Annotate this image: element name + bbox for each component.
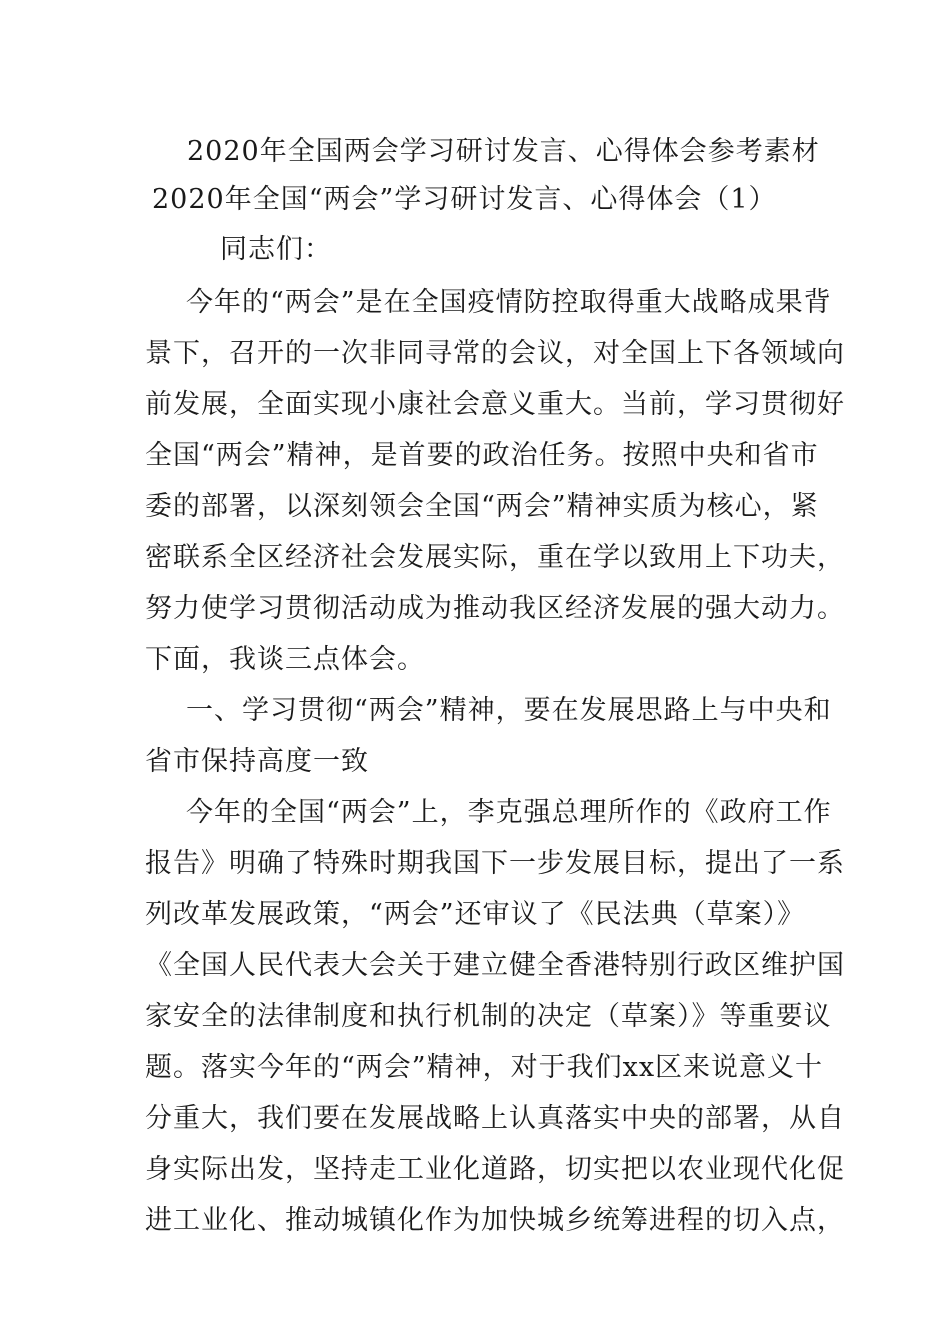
paragraph-line: 下面，我谈三点体会。: [145, 644, 425, 675]
paragraph-line: 身实际出发，坚持走工业化道路，切实把以农业现代化促: [145, 1154, 845, 1185]
paragraph-line: 前发展，全面实现小康社会意义重大。当前，学习贯彻好: [145, 389, 845, 420]
paragraph-line: 努力使学习贯彻活动成为推动我区经济发展的强大动力。: [145, 593, 845, 624]
paragraph-line: 全国“两会”精神，是首要的政治任务。按照中央和省市: [145, 440, 819, 471]
paragraph-line: 委的部署，以深刻领会全国“两会”精神实质为核心，紧: [145, 491, 819, 522]
paragraph-line: 《全国人民代表大会关于建立健全香港特别行政区维护国: [145, 950, 845, 981]
greeting: 同志们：: [220, 234, 332, 265]
paragraph-line: 列改革发展政策，“两会”还审议了《民法典（草案）》: [145, 899, 806, 930]
document-title: 2020年全国两会学习研讨发言、心得体会参考素材: [187, 136, 820, 167]
paragraph-line: 今年的“两会”是在全国疫情防控取得重大战略成果背: [186, 287, 832, 318]
document-subtitle: 2020年全国“两会”学习研讨发言、心得体会（1）: [152, 184, 777, 215]
paragraph-line: 报告》明确了特殊时期我国下一步发展目标，提出了一系: [145, 848, 845, 879]
paragraph-line: 今年的全国“两会”上，李克强总理所作的《政府工作: [186, 797, 832, 828]
section-heading-line: 一、学习贯彻“两会”精神，要在发展思路上与中央和: [186, 695, 832, 726]
paragraph-line: 景下，召开的一次非同寻常的会议，对全国上下各领域向: [145, 338, 845, 369]
section-heading-line: 省市保持高度一致: [145, 746, 369, 777]
paragraph-line: 进工业化、推动城镇化作为加快城乡统筹进程的切入点，: [145, 1205, 845, 1236]
paragraph-line: 家安全的法律制度和执行机制的决定（草案）》等重要议: [145, 1001, 832, 1032]
paragraph-line: 密联系全区经济社会发展实际，重在学以致用上下功夫，: [145, 542, 845, 573]
paragraph-line: 题。落实今年的“两会”精神，对于我们xx区来说意义十: [145, 1052, 824, 1083]
paragraph-line: 分重大，我们要在发展战略上认真落实中央的部署，从自: [145, 1103, 845, 1134]
